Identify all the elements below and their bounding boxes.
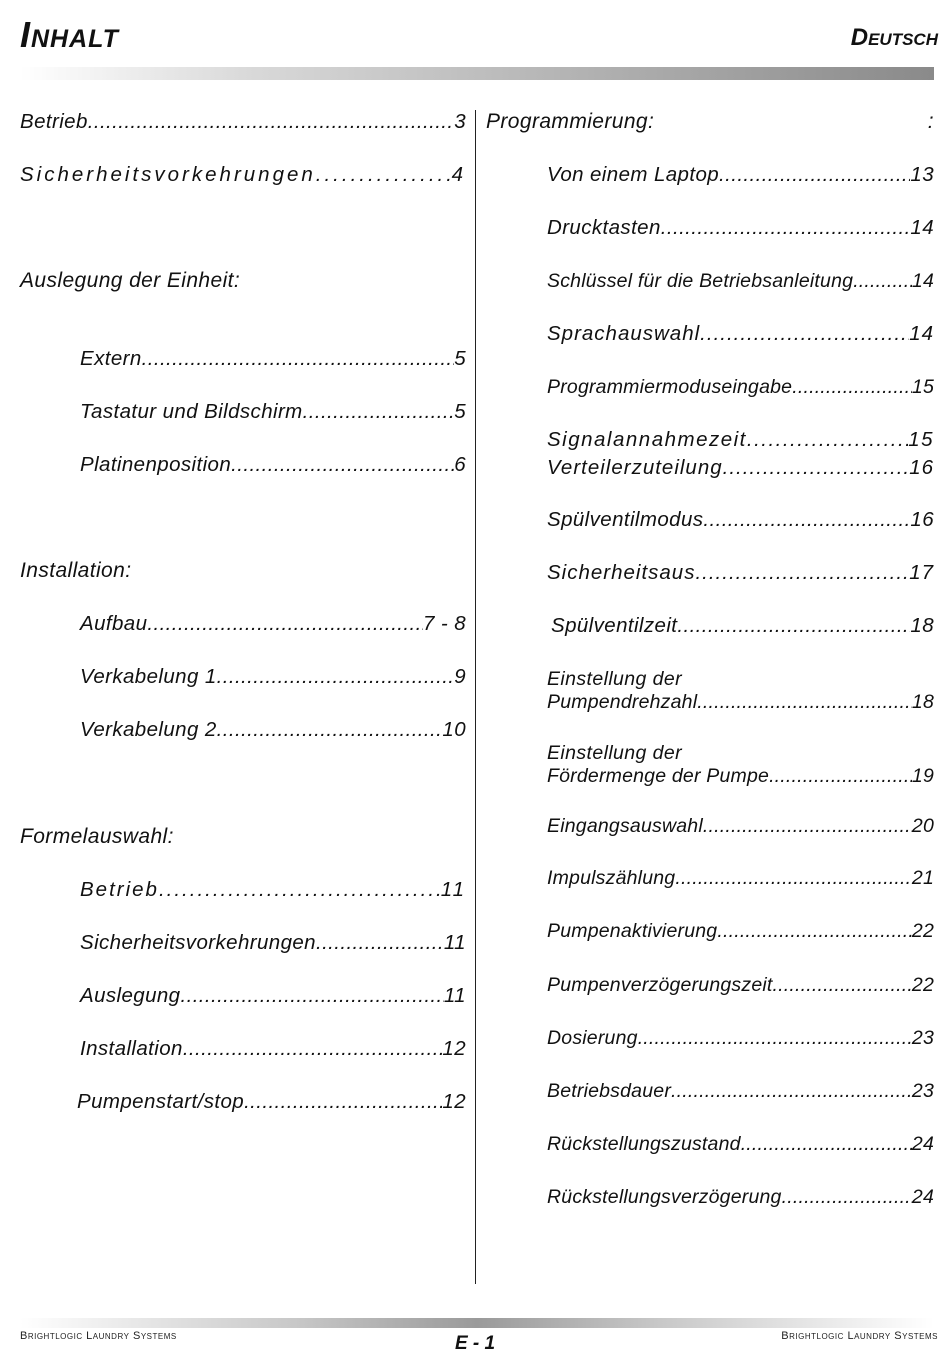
- toc-entry-programmiermodus[interactable]: Programmiermoduseingabe ..... 15: [547, 376, 934, 399]
- toc-entry-foerdermenge[interactable]: Einstellung der Fördermenge der Pumpe ..... 19: [547, 741, 934, 788]
- toc-entry-verkabelung-2[interactable]: Verkabelung 2 ..... 10: [80, 718, 466, 742]
- toc-entry-spuelventilmodus[interactable]: Spülventilmodus ..... 16: [547, 508, 934, 532]
- toc-entry-pumpenverzoegerungszeit[interactable]: Pumpenverzögerungszeit ..... 22: [547, 974, 934, 997]
- toc-entry-impulszaehlung[interactable]: Impulszählung ..... 21: [547, 867, 934, 890]
- toc-entry-schluessel[interactable]: Schlüssel für die Betriebsanleitung ..... 14: [547, 270, 934, 293]
- toc-entry-signalannahmezeit[interactable]: Signalannahmezeit ..... 15: [547, 428, 934, 452]
- toc-entry-verteilerzuteilung[interactable]: Verteilerzuteilung ..... 16: [547, 456, 934, 480]
- toc-entry-verkabelung-1[interactable]: Verkabelung 1 ..... 9: [80, 665, 466, 689]
- toc-entry-extern[interactable]: Extern ..... 5: [80, 347, 466, 371]
- header-gradient-bar: [20, 67, 934, 80]
- toc-entry-pumpendrehzahl[interactable]: Einstellung der Pumpendrehzahl ..... 18: [547, 667, 934, 714]
- toc-entry-sicherheitsaus[interactable]: Sicherheitsaus ..... 17: [547, 561, 934, 585]
- language-label: Deutsch: [850, 24, 938, 51]
- toc-entry-pumpenstart[interactable]: Pumpenstart/stop ..... 12: [77, 1090, 466, 1114]
- toc-entry-tastatur[interactable]: Tastatur und Bildschirm ..... 5: [80, 400, 466, 424]
- footer-gradient-bar: [20, 1318, 934, 1328]
- footer-company-left: Brightlogic Laundry Systems: [20, 1330, 177, 1342]
- toc-entry-dosierung[interactable]: Dosierung ..... 23: [547, 1027, 934, 1050]
- toc-entry-pumpenaktivierung[interactable]: Pumpenaktivierung ..... 22: [547, 920, 934, 943]
- toc-entry-drucktasten[interactable]: Drucktasten ..... 14: [547, 216, 934, 240]
- page-title: Inhalt: [20, 14, 119, 55]
- toc-entry-sicherheitsvorkehrungen[interactable]: Sicherheitsvorkehrungen ..... 4: [20, 163, 466, 187]
- section-heading-programmierung: Programmierung: :: [486, 110, 934, 133]
- toc-entry-laptop[interactable]: Von einem Laptop ..... 13: [547, 163, 934, 187]
- toc-entry-formel-installation[interactable]: Installation ..... 12: [80, 1037, 466, 1061]
- page-number: E - 1: [454, 1333, 496, 1354]
- toc-entry-aufbau[interactable]: Aufbau ..... 7 - 8: [80, 612, 466, 636]
- toc-entry-spuelventilzeit[interactable]: Spülventilzeit ..... 18: [551, 614, 934, 638]
- toc-entry-formel-sicherheit[interactable]: Sicherheitsvorkehrungen ..... 11: [80, 931, 466, 955]
- toc-entry-eingangsauswahl[interactable]: Eingangsauswahl ..... 20: [547, 815, 934, 838]
- toc-entry-rueckstellungszustand[interactable]: Rückstellungszustand ..... 24: [547, 1133, 934, 1156]
- toc-entry-sprachauswahl[interactable]: Sprachauswahl ..... 14: [547, 322, 934, 346]
- section-heading-auslegung: Auslegung der Einheit:: [20, 269, 241, 292]
- section-heading-formelauswahl: Formelauswahl:: [20, 825, 174, 848]
- toc-entry-formel-auslegung[interactable]: Auslegung ..... 11: [80, 984, 466, 1008]
- footer-company-right: Brightlogic Laundry Systems: [781, 1330, 938, 1342]
- toc-entry-platinenposition[interactable]: Platinenposition ..... 6: [80, 453, 466, 477]
- section-heading-installation: Installation:: [20, 559, 132, 582]
- toc-entry-formel-betrieb[interactable]: Betrieb ..... 11: [80, 878, 466, 902]
- toc-entry-betriebsdauer[interactable]: Betriebsdauer ..... 23: [547, 1080, 934, 1103]
- column-divider: [475, 110, 476, 1284]
- toc-entry-betrieb[interactable]: Betrieb ..... 3: [20, 110, 466, 134]
- toc-entry-rueckstellungsverzoegerung[interactable]: Rückstellungsverzögerung ..... 24: [547, 1186, 934, 1209]
